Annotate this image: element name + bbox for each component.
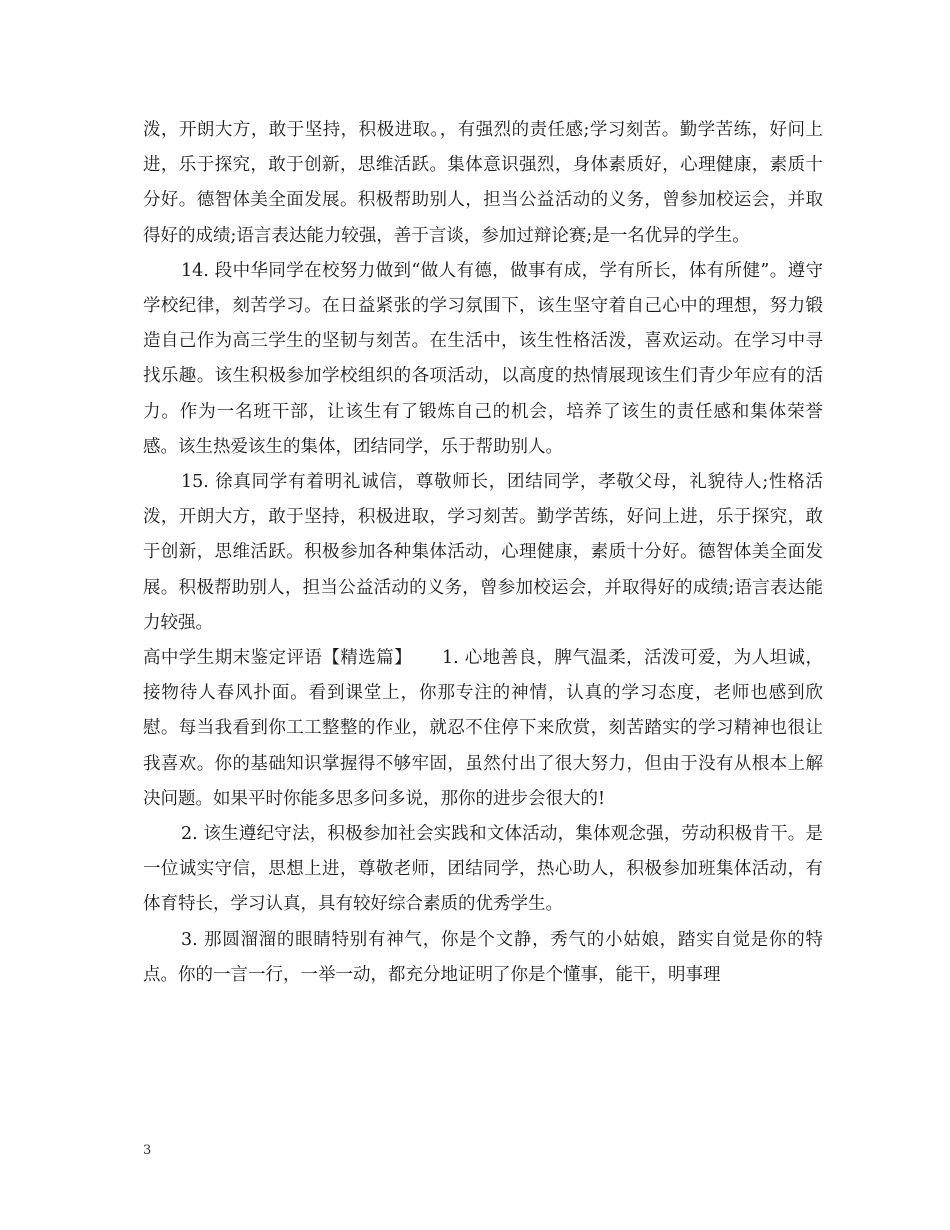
paragraph-item-1: 1. 心地善良，脾气温柔，活泼可爱，为人坦诚，接物待人春风扑面。看到课堂上，你那专注的神情，认真的学习态度，老师也感到欣慰。每当我看到你工工整整的作业，就忍不住停下来欣赏，刻苦踏实的学习精神也很让我喜欢。你的基础知识掌握得不够牢固，虽然付出了很大努力，但由于没有从根本上解决问题。如果平时你能多思多问多说，那你的进步会很大的! — [143, 648, 823, 809]
paragraph-continuation: 泼，开朗大方，敢于坚持，积极进取。，有强烈的责任感;学习刻苦。勤学苦练，好问上进，乐于探究，敢于创新，思维活跃。集体意识强烈，身体素质好，心理健康，素质十分好。德智体美全面发展。积极帮助别人，担当公益活动的义务，曾参加校运会，并取得好的成绩;语言表达能力较强，善于言谈，参加过辩论赛;是一名优异的学生。 — [143, 120, 823, 246]
section-title: 高中学生期末鉴定评语【精选篇】 — [143, 648, 413, 669]
paragraph-item-14: 14. 段中华同学在校努力做到“做人有德，做事有成，学有所长，体有所健”。遵守学校纪律，刻苦学习。在日益紧张的学习氛围下，该生坚守着自己心中的理想，努力锻造自己作为高三学生的坚韧与刻苦。在生活中，该生性格活泼，喜欢运动。在学习中寻找乐趣。该生积极参加学校组织的各项活动，以高度的热情展现该生们青少年应有的活力。作为一名班干部，让该生有了锻炼自己的机会，培养了该生的责任感和集体荣誉感。该生热爱该生的集体，团结同学，乐于帮助别人。 — [143, 260, 823, 457]
paragraph-item-15: 15. 徐真同学有着明礼诚信，尊敬师长，团结同学，孝敬父母，礼貌待人;性格活泼，开朗大方，敢于坚持，积极进取，学习刻苦。勤学苦练，好问上进，乐于探究，敢于创新，思维活跃。积极参加各种集体活动，心理健康，素质十分好。德智体美全面发展。积极帮助别人，担当公益活动的义务，曾参加校运会，并取得好的成绩;语言表达能力较强。 — [143, 472, 823, 633]
document-body — [143, 113, 823, 993]
paragraph-item-3: 3. 那圆溜溜的眼睛特别有神气，你是个文静，秀气的小姑娘，踏实自觉是你的特点。你的一言一行，一举一动，都充分地证明了你是个懂事，能干，明事理 — [143, 929, 823, 985]
page-number: 3 — [143, 1143, 152, 1158]
paragraph-section-start — [143, 641, 823, 817]
paragraph-item-2: 2. 该生遵纪守法，积极参加社会实践和文体活动，集体观念强，劳动积极肯干。是一位诚实守信，思想上进，尊敬老师，团结同学，热心助人，积极参加班集体活动，有体育特长，学习认真，具有较好综合素质的优秀学生。 — [143, 824, 823, 915]
